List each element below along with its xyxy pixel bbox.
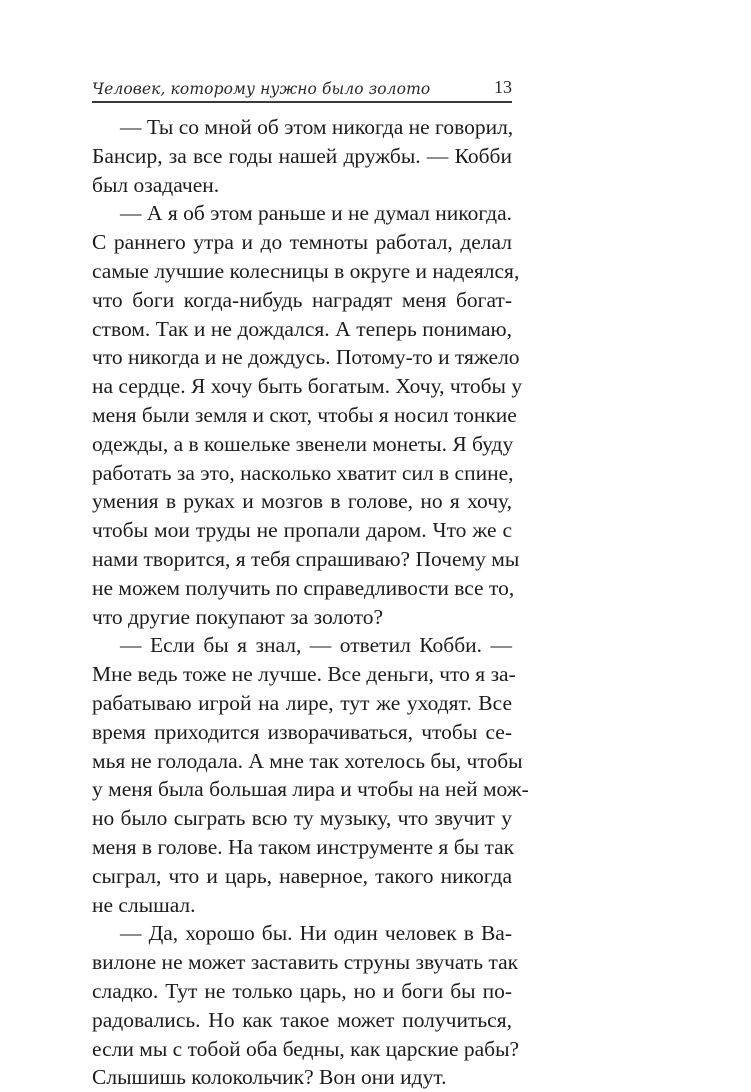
text-line: был озадачен. — [92, 172, 220, 197]
text-line: — А я об этом раньше и не думал никогда. — [120, 201, 512, 226]
text-line: самые лучшие колесницы в округе и надеялся, — [92, 258, 520, 283]
text-line: Бансир, за все годы нашей дружбы. — Кобби — [92, 143, 512, 168]
text-line: меня в голове. На таком инструменте я бы так — [92, 834, 515, 859]
text-line: вилоне не может заставить струны звучать так — [92, 950, 519, 975]
text-line: Мне ведь тоже не лучше. Все деньги, что я за- — [92, 662, 516, 687]
text-line: работать за это, насколько хватит сил в спине, — [92, 460, 514, 485]
running-head — [92, 70, 512, 103]
text-line: — Да, хорошо бы. Ни один человек в Ва- — [120, 921, 512, 946]
text-line: не можем получить по справедливости все то, — [92, 575, 515, 600]
text-line: если мы с тобой оба бедны, как царские рабы? — [92, 1036, 520, 1061]
text-line: меня были земля и скот, чтобы я носил тонкие — [92, 402, 517, 427]
text-line: чтобы мои труды не пропали даром. Что же с — [92, 518, 512, 543]
text-line: нами творится, я тебя спрашиваю? Почему мы — [92, 546, 520, 571]
book-page — [92, 70, 529, 1092]
text-line: Слышишь колокольчик? Вон они идут. — [92, 1065, 447, 1090]
body-text — [92, 113, 529, 1092]
paragraph — [92, 199, 523, 631]
text-line: радовались. Но как такое может получиться, — [92, 1007, 512, 1032]
text-line: мья не голодала. А мне так хотелось бы, чтобы — [92, 748, 523, 773]
text-line: сыграл, что и царь, наверное, такого никогда — [92, 863, 512, 888]
text-line: одежды, а в кошельке звенели монеты. Я буду — [92, 431, 514, 456]
text-line: ством. Так и не дождался. А теперь понимаю, — [92, 316, 512, 341]
text-line: на сердце. Я хочу быть богатым. Хочу, чтобы у — [92, 374, 523, 399]
text-line: но было сыграть всю ту музыку, что звучит у — [92, 806, 512, 831]
text-line: время приходится изворачиваться, чтобы се- — [92, 719, 512, 744]
running-title: Человек, которому нужно было золото — [92, 80, 431, 98]
text-line: — Ты со мной об этом никогда не говорил, — [120, 115, 514, 139]
text-line: что никогда и не дождусь. Потому-то и тяжело — [92, 345, 520, 370]
page-number: 13 — [494, 77, 512, 97]
paragraph — [92, 631, 529, 919]
text-line: что боги когда-нибудь наградят меня богат- — [92, 287, 512, 312]
text-line: умения в руках и мозгов в голове, но я хочу, — [92, 489, 512, 514]
text-line: у меня была большая лира и чтобы на ней мож- — [92, 777, 529, 802]
text-line: что другие покупают за золото? — [92, 604, 384, 629]
text-line: — Если бы я знал, — ответил Кобби. — — [120, 633, 512, 658]
text-line: не слышал. — [92, 892, 196, 917]
text-line: сладко. Тут не только царь, но и боги бы по- — [92, 978, 512, 1003]
paragraph — [92, 919, 520, 1092]
text-line: рабатываю игрой на лире, тут же уходят. Все — [92, 690, 512, 715]
text-line: С раннего утра и до темноты работал, делал — [92, 230, 512, 255]
paragraph — [92, 113, 512, 199]
